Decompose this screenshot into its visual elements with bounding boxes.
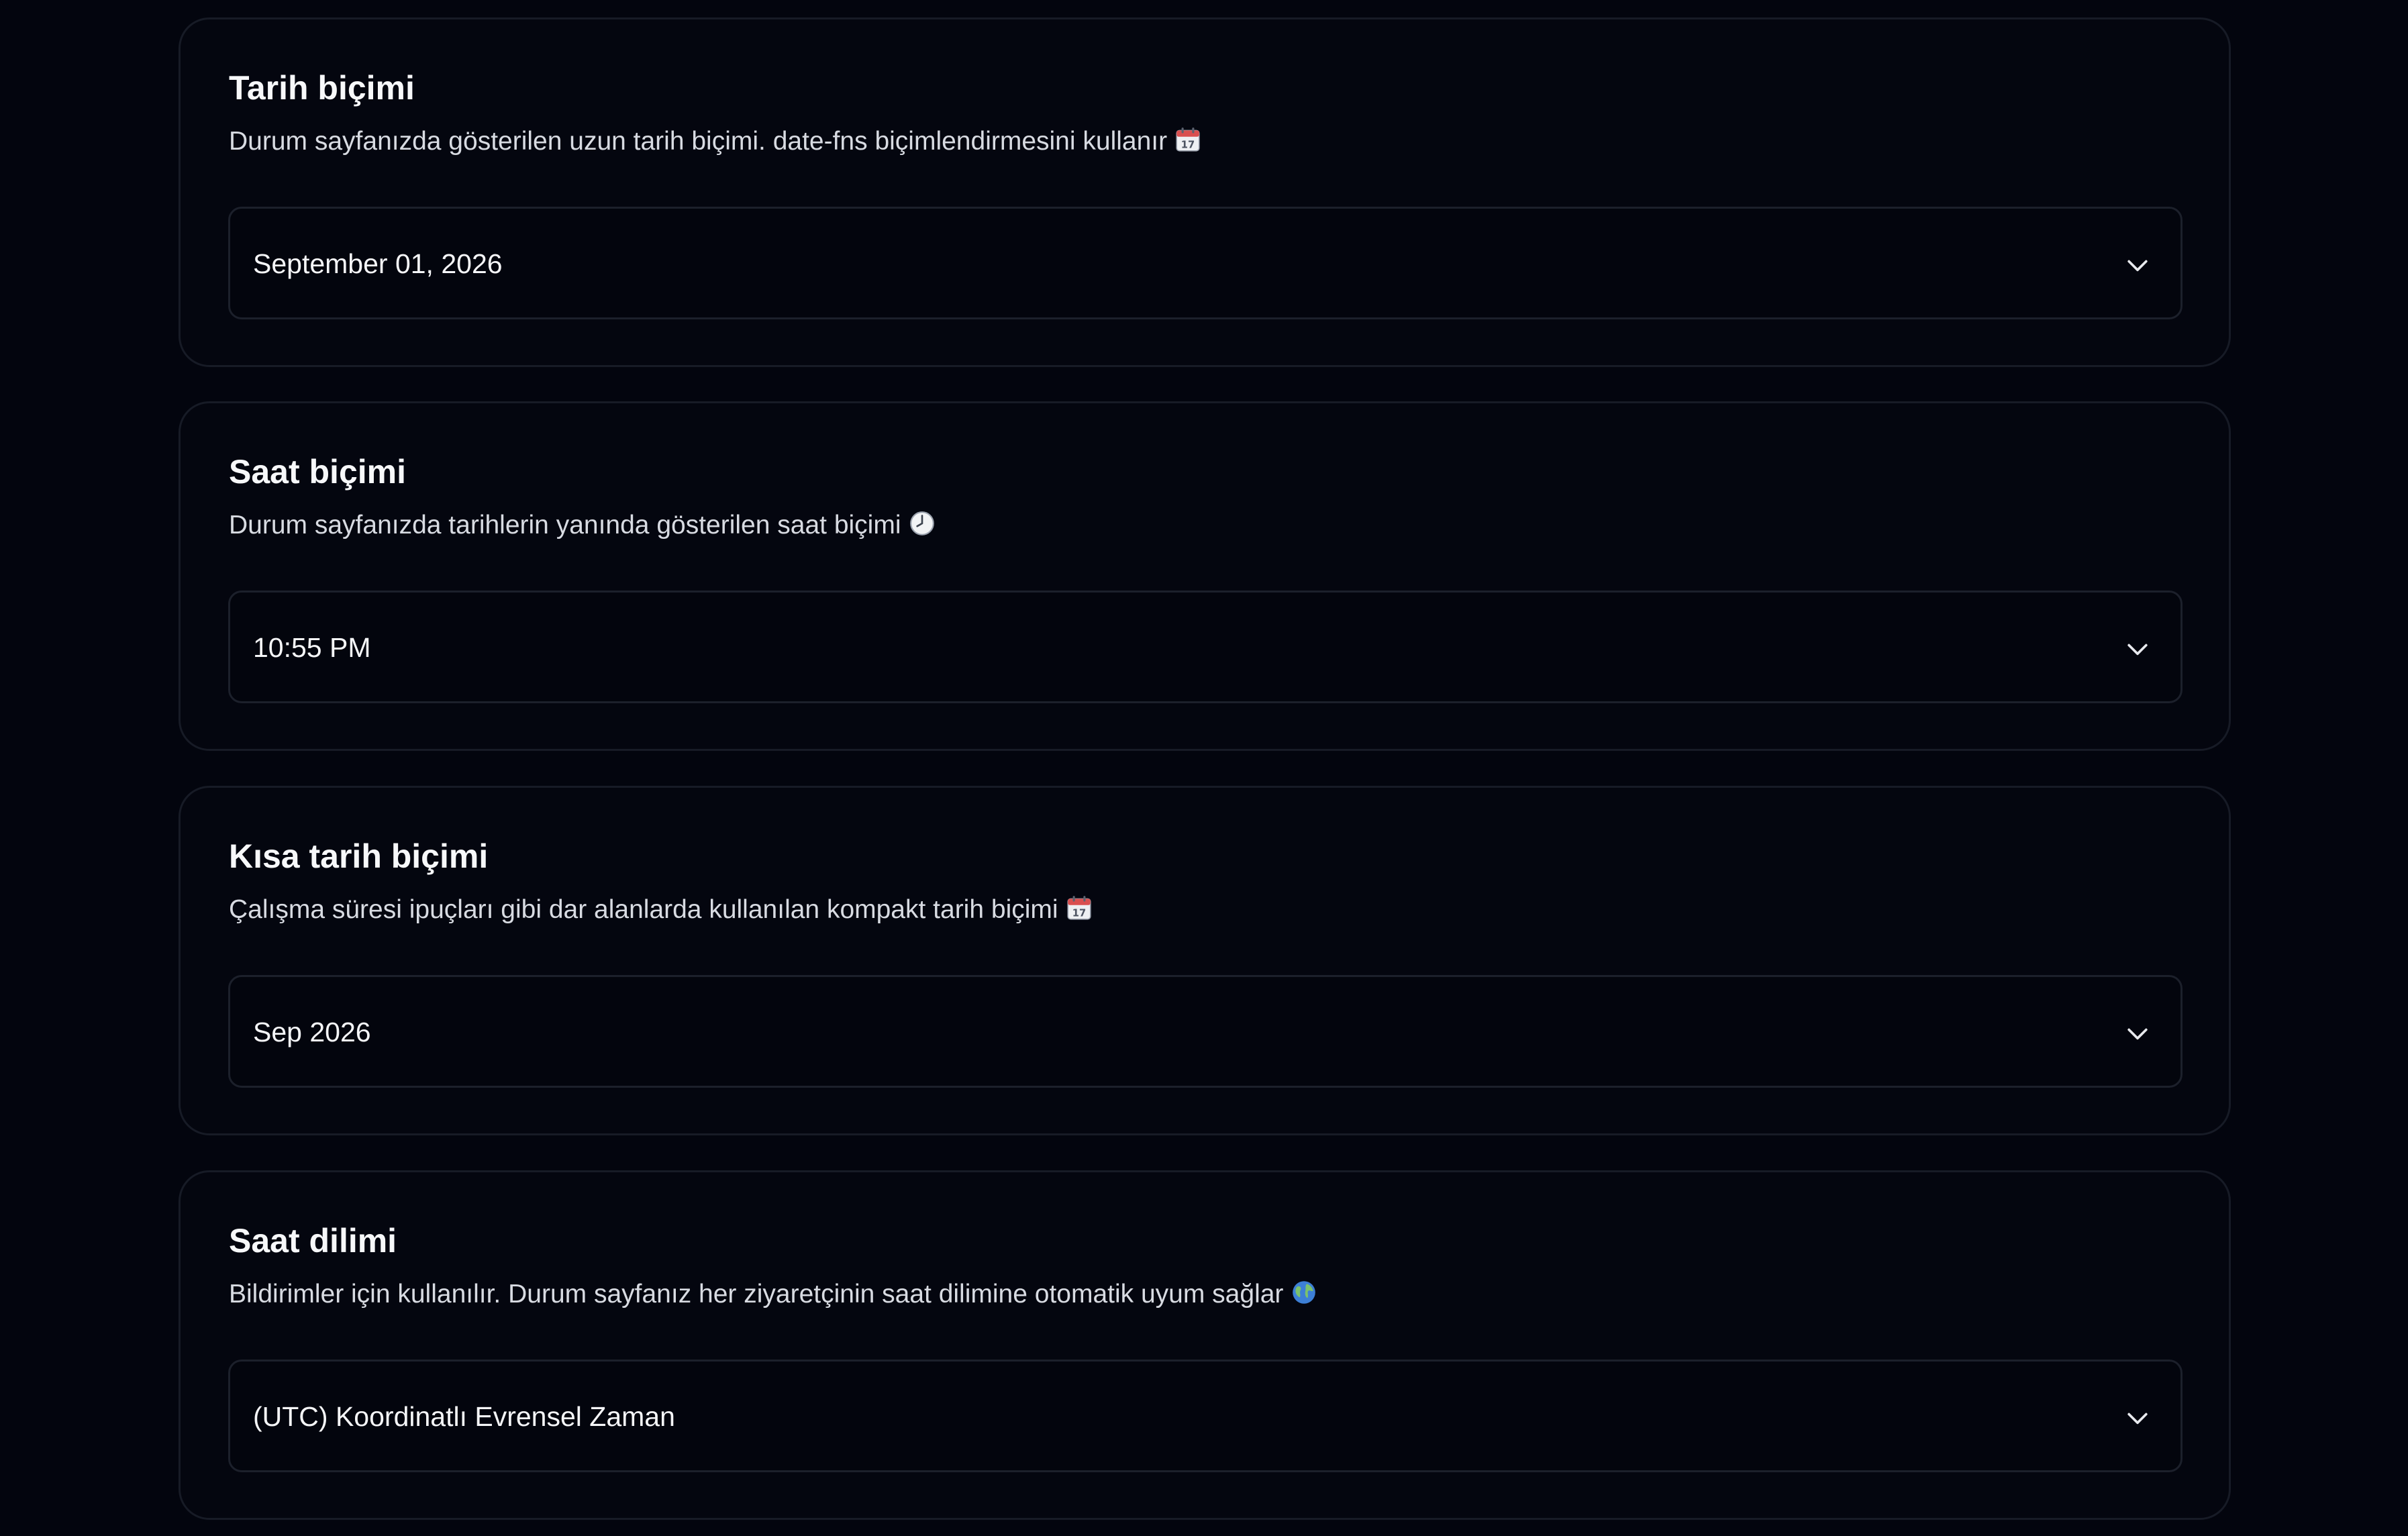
calendar-icon [1065, 894, 1093, 922]
chevron-down-icon [2123, 250, 2152, 280]
time-format-card [179, 401, 2231, 751]
short-date-format-description-text: Çalışma süresi ipuçları gibi dar alanlarda kullanılan kompakt tarih biçimi [229, 895, 1058, 924]
timezone-card [179, 1170, 2231, 1520]
date-format-card [179, 17, 2231, 367]
short-date-format-select-value: Sep 2026 [253, 1017, 371, 1047]
time-format-title: Saat biçimi [229, 453, 406, 491]
short-date-format-card [179, 786, 2231, 1135]
globe-icon [1290, 1278, 1318, 1307]
chevron-down-icon [2123, 1019, 2152, 1048]
chevron-down-icon [2123, 634, 2152, 664]
time-format-select-value: 10:55 PM [253, 632, 371, 663]
short-date-format-description [229, 893, 1093, 927]
svg-text:17: 17 [1181, 139, 1195, 151]
date-format-title: Tarih biçimi [229, 69, 415, 107]
clock-icon [908, 509, 936, 537]
time-format-description-text: Durum sayfanızda tarihlerin yanında gösterilen saat biçimi [229, 511, 901, 540]
timezone-description [229, 1278, 1318, 1311]
timezone-description-text: Bildirimler için kullanılır. Durum sayfanız her ziyaretçinin saat dilimine otomatik uyum sağlar [229, 1280, 1284, 1309]
timezone-title: Saat dilimi [229, 1222, 397, 1260]
short-date-format-select[interactable] [228, 975, 2183, 1088]
date-format-description-text: Durum sayfanızda gösterilen uzun tarih biçimi. date-fns biçimlendirmesini kullanır [229, 127, 1168, 156]
short-date-format-title: Kısa tarih biçimi [229, 837, 489, 875]
date-format-select-value: September 01, 2026 [253, 248, 503, 279]
time-format-select[interactable] [228, 591, 2183, 703]
svg-text:17: 17 [1072, 907, 1086, 919]
chevron-down-icon [2123, 1403, 2152, 1433]
timezone-select-value: (UTC) Koordinatlı Evrensel Zaman [253, 1401, 675, 1432]
time-format-description [229, 509, 936, 542]
timezone-select[interactable] [228, 1360, 2183, 1472]
date-format-select[interactable] [228, 207, 2183, 319]
date-format-description [229, 125, 1202, 158]
calendar-icon [1174, 125, 1202, 154]
